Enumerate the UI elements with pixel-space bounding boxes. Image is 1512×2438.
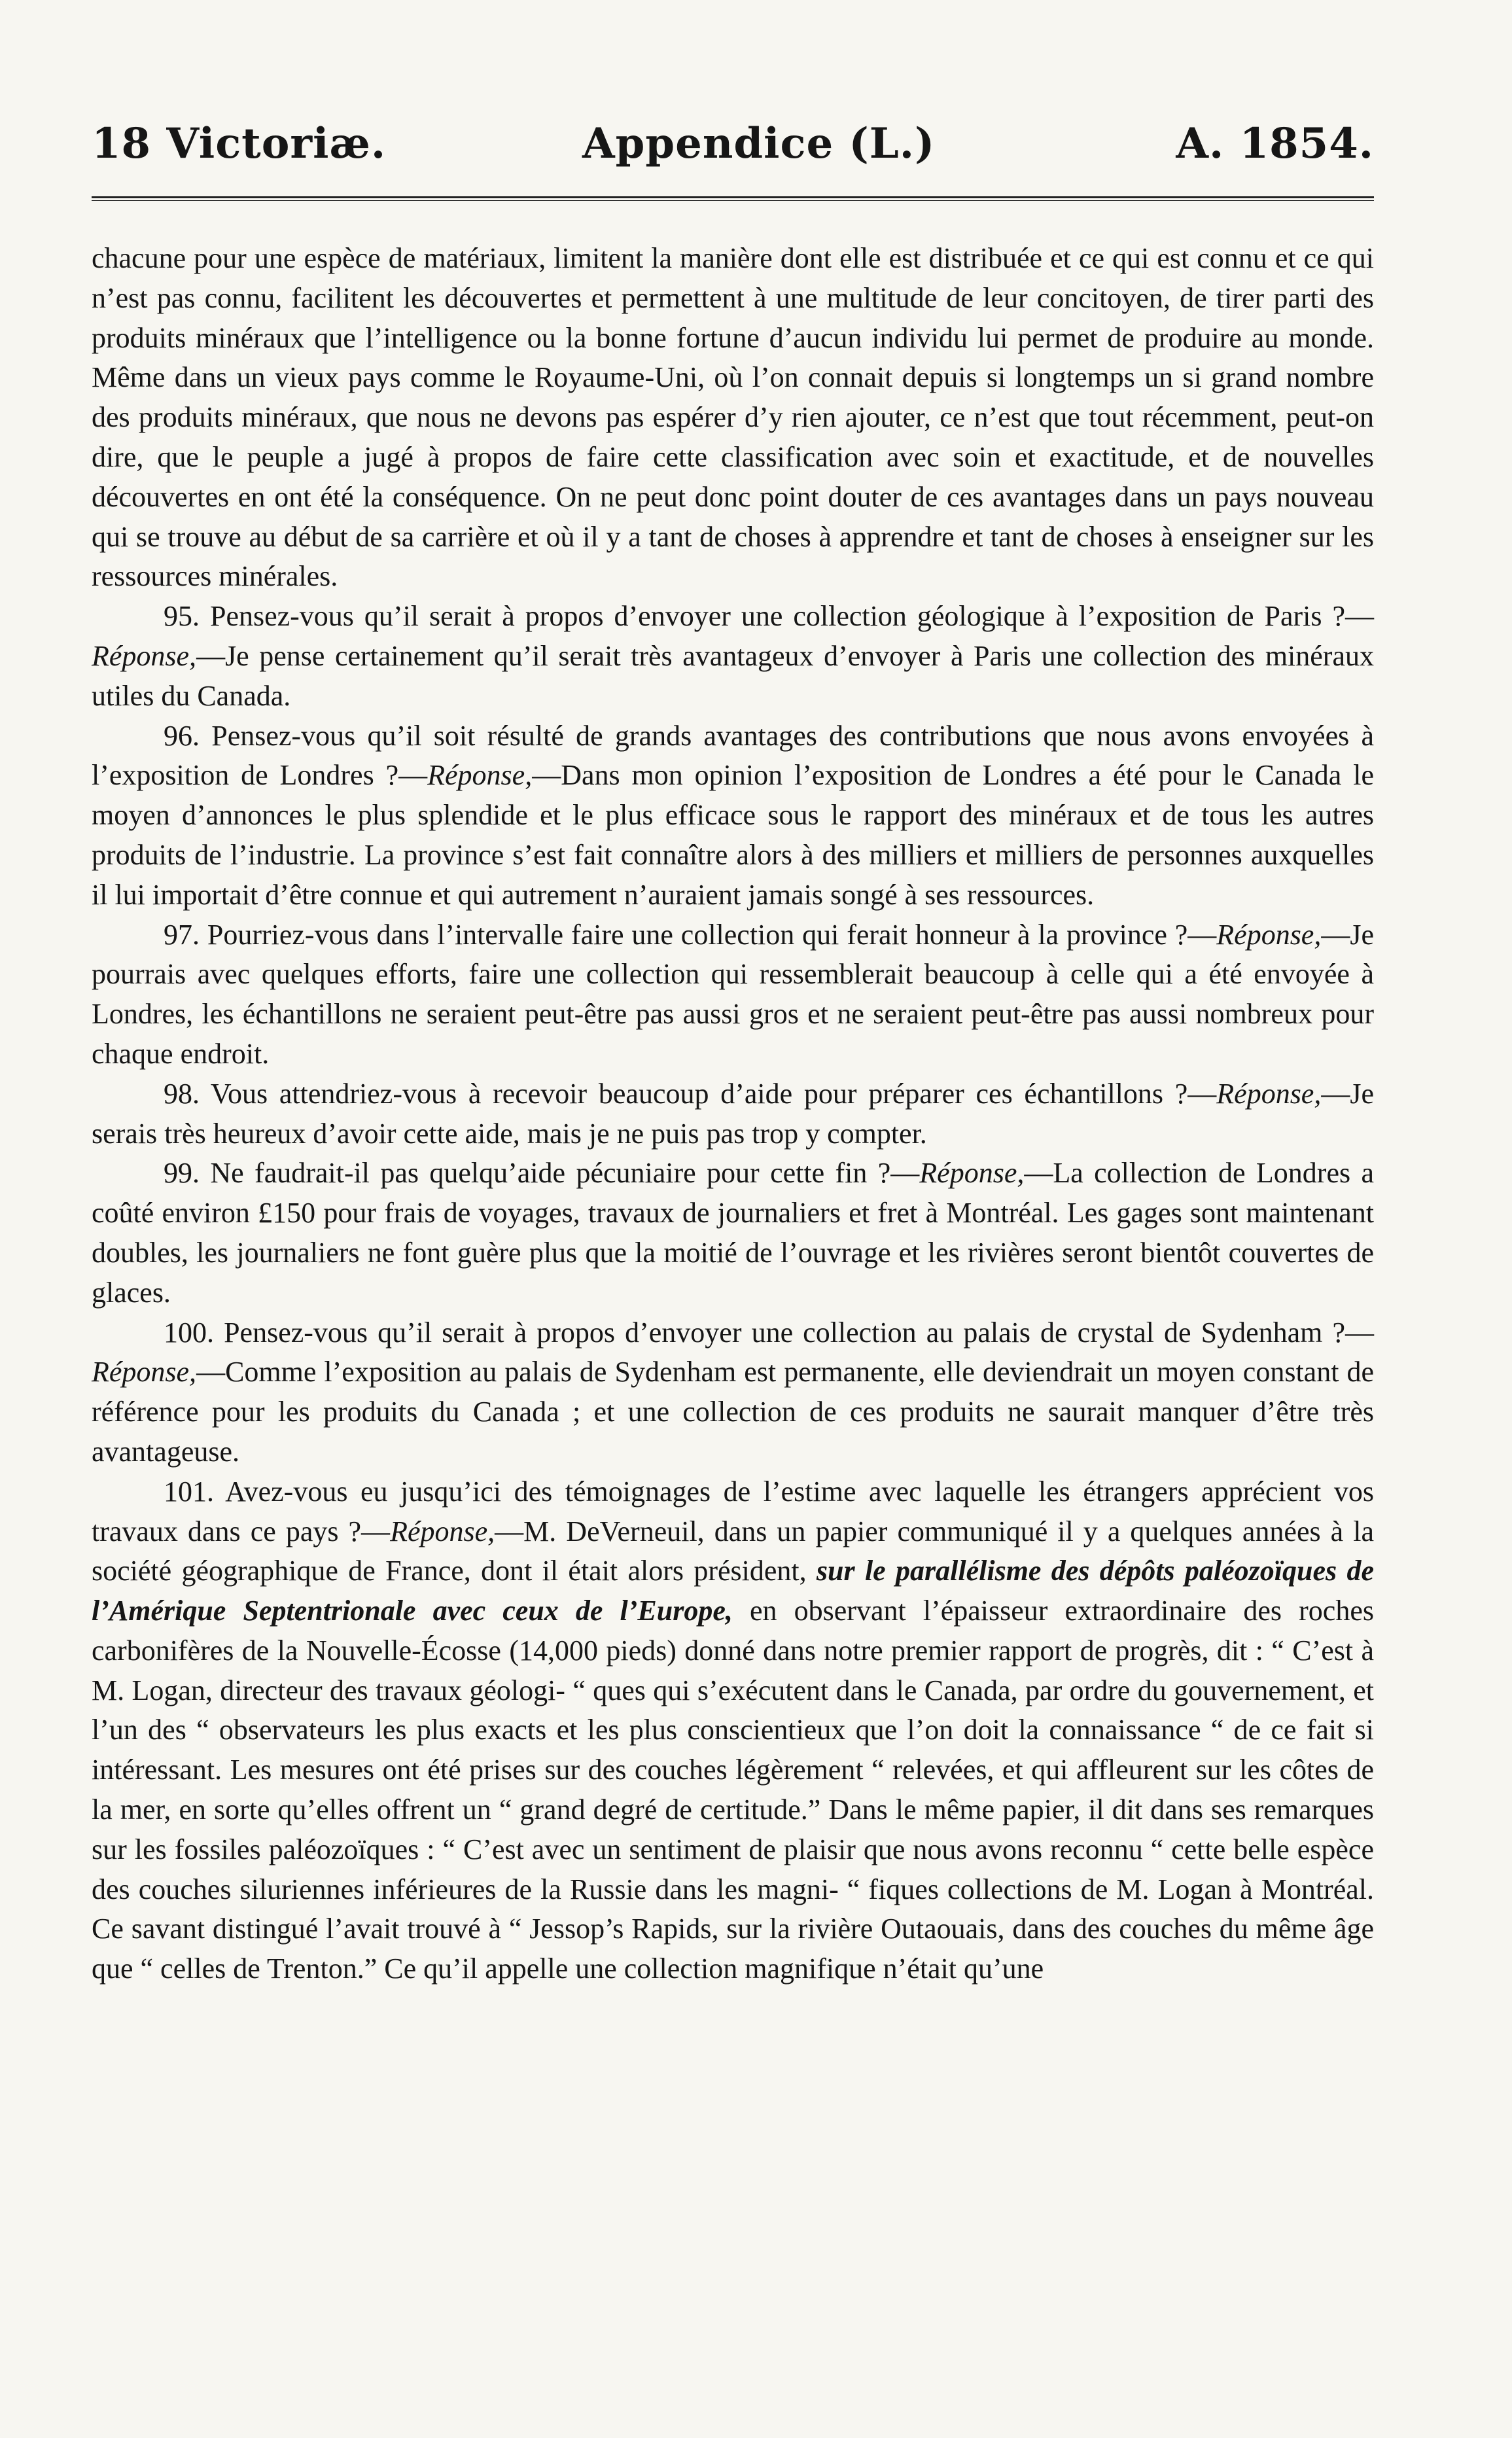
reponse-label: Réponse, bbox=[92, 1356, 197, 1388]
paper-title: sur le parallélisme des dépôts paléozoïques de l’Amérique Septentrionale avec ceux de l’Europe, bbox=[92, 1555, 1374, 1627]
paragraph-q97 bbox=[92, 915, 1374, 1074]
reponse-label: Réponse, bbox=[1216, 918, 1322, 951]
paragraph-q98 bbox=[92, 1074, 1374, 1154]
text-segment: —Comme l’exposition au palais de Sydenham est permanente, elle deviendrait un moyen constant de référence pour les produits du Canada ; et une collection de ces produits ne saurait manquer d’être très avantageuse. bbox=[92, 1356, 1374, 1468]
text-segment: —M. DeVerneuil, dans un papier communiqué il y a quelques années à la société géographique de France, dont il était alors président, bbox=[92, 1515, 1375, 1587]
reponse-label: Réponse, bbox=[92, 639, 197, 672]
paragraph-continuation bbox=[92, 239, 1374, 597]
paragraph-q99 bbox=[92, 1154, 1374, 1313]
text-segment: 95. Pensez-vous qu’il serait à propos d’envoyer une collection géologique à l’exposition de Paris ?— bbox=[164, 600, 1374, 633]
text-segment: 101. Avez-vous eu jusqu’ici des témoignages de l’estime avec laquelle les étrangers apprécient vos travaux dans ce pays ?— bbox=[92, 1475, 1374, 1547]
text-segment: 98. Vous attendriez-vous à recevoir beaucoup d’aide pour préparer ces échantillons ?— bbox=[164, 1077, 1217, 1110]
text-segment: —Je pourrais avec quelques efforts, faire une collection qui ressemblerait beaucoup à celle qui a été envoyée à Londres, les échantillons ne seraient peut-être pas aussi gros et ne seraient peut-être pas aussi nombreux pour chaque endroit. bbox=[92, 918, 1374, 1070]
text-segment: 99. Ne faudrait-il pas quelqu’aide pécuniaire pour cette fin ?— bbox=[164, 1157, 920, 1190]
body-text bbox=[92, 239, 1374, 1989]
header-rule bbox=[92, 196, 1374, 201]
paragraph-q101 bbox=[92, 1472, 1374, 1989]
paragraph-q100 bbox=[92, 1313, 1374, 1472]
reponse-label: Réponse, bbox=[427, 759, 533, 792]
running-header bbox=[92, 115, 1374, 173]
text-segment: 97. Pourriez-vous dans l’intervalle faire une collection qui ferait honneur à la province ?— bbox=[164, 918, 1217, 951]
text-segment: —Je pense certainement qu’il serait très avantageux d’envoyer à Paris une collection des minéraux utiles du Canada. bbox=[92, 639, 1374, 712]
text-segment: chacune pour une espèce de matériaux, limitent la manière dont elle est distribuée et ce qui est connu et ce qui n’est pas connu, facilitent les découvertes et permettent à une multitude de leur concitoyen, de tirer parti des produits minéraux que l’intelligence ou la bonne fortune d’aucun individu lui permet de produire au monde. Même dans un vieux pays comme le Royaume-Uni, où l’on connait depuis si longtemps un si grand nombre des produits minéraux, que nous ne devons pas espérer d’y rien ajouter, ce n’est que tout récemment, peut-on dire, que le peuple a jugé à propos de faire cette classification avec soin et exactitude, et de nouvelles découvertes en ont été la conséquence. On ne peut donc point douter de ces avantages dans un pays nouveau qui se trouve au début de sa carrière et où il y a tant de choses à apprendre et tant de choses à enseigner sur les ressources minérales. bbox=[92, 242, 1374, 593]
text-segment: —La collection de Londres a coûté environ £150 pour frais de voyages, travaux de journaliers et fret à Montréal. Les gages sont maintenant doubles, les journaliers ne font guère plus que la moitié de l’ouvrage et les rivières seront bientôt couvertes de glaces. bbox=[92, 1157, 1375, 1309]
text-segment: 100. Pensez-vous qu’il serait à propos d’envoyer une collection au palais de crystal de Sydenham ?— bbox=[164, 1316, 1374, 1349]
text-segment: en observant l’épaisseur extraordinaire des roches carbonifères de la Nouvelle-Écosse (14,000 pieds) donné dans notre premier rapport de progrès, dit : “ C’est à M. Logan, directeur des travaux géologi- “ ques qui s’exécutent dans le Canada, par ordre du gouvernement, et l’un des “ observateurs les plus exacts et les plus conscientieux que l’on doit la connaissance “ de ce fait si intéressant. Les mesures ont été prises sur des couches légèrement “ relevées, et qui affleurent sur les côtes de la mer, en sorte qu’elles offrent un “ grand degré de certitude.” Dans le même papier, il dit dans ses remarques sur les fossiles paléozoïques : “ C’est avec un sentiment de plaisir que nous avons reconnu “ cette belle espèce des couches siluriennes inférieures de la Russie dans les magni- “ fiques collections de M. Logan à Montréal. Ce savant distingué l’avait trouvé à “ Jessop’s Rapids, sur la rivière Outaouais, dans des couches du même âge que “ celles de Trenton.” Ce qu’il appelle une collection magnifique n’était qu’une bbox=[92, 1595, 1374, 1985]
reponse-label: Réponse, bbox=[919, 1157, 1025, 1190]
reponse-label: Réponse, bbox=[1216, 1077, 1322, 1110]
header-appendix: Appendice (L.) bbox=[582, 119, 936, 168]
text-segment: —Dans mon opinion l’exposition de Londres a été pour le Canada le moyen d’annonces le plus splendide et le plus efficace sous le rapport des minéraux et de tous les autres produits de l’industrie. La province s’est fait connaître alors à des milliers et milliers de personnes auxquelles il lui importait d’être connue et qui autrement n’auraient jamais songé à ses ressources. bbox=[92, 759, 1374, 911]
header-year: A. 1854. bbox=[1176, 119, 1374, 168]
header-session: 18 Victoriæ. bbox=[92, 119, 387, 168]
reponse-label: Réponse, bbox=[390, 1515, 495, 1547]
paragraph-q95 bbox=[92, 597, 1374, 716]
paragraph-q96 bbox=[92, 716, 1374, 915]
text-segment: 96. Pensez-vous qu’il soit résulté de grands avantages des contributions que nous avons envoyées à l’exposition de Londres ?— bbox=[92, 719, 1374, 792]
text-segment: —Je serais très heureux d’avoir cette aide, mais je ne puis pas trop y compter. bbox=[92, 1077, 1374, 1150]
